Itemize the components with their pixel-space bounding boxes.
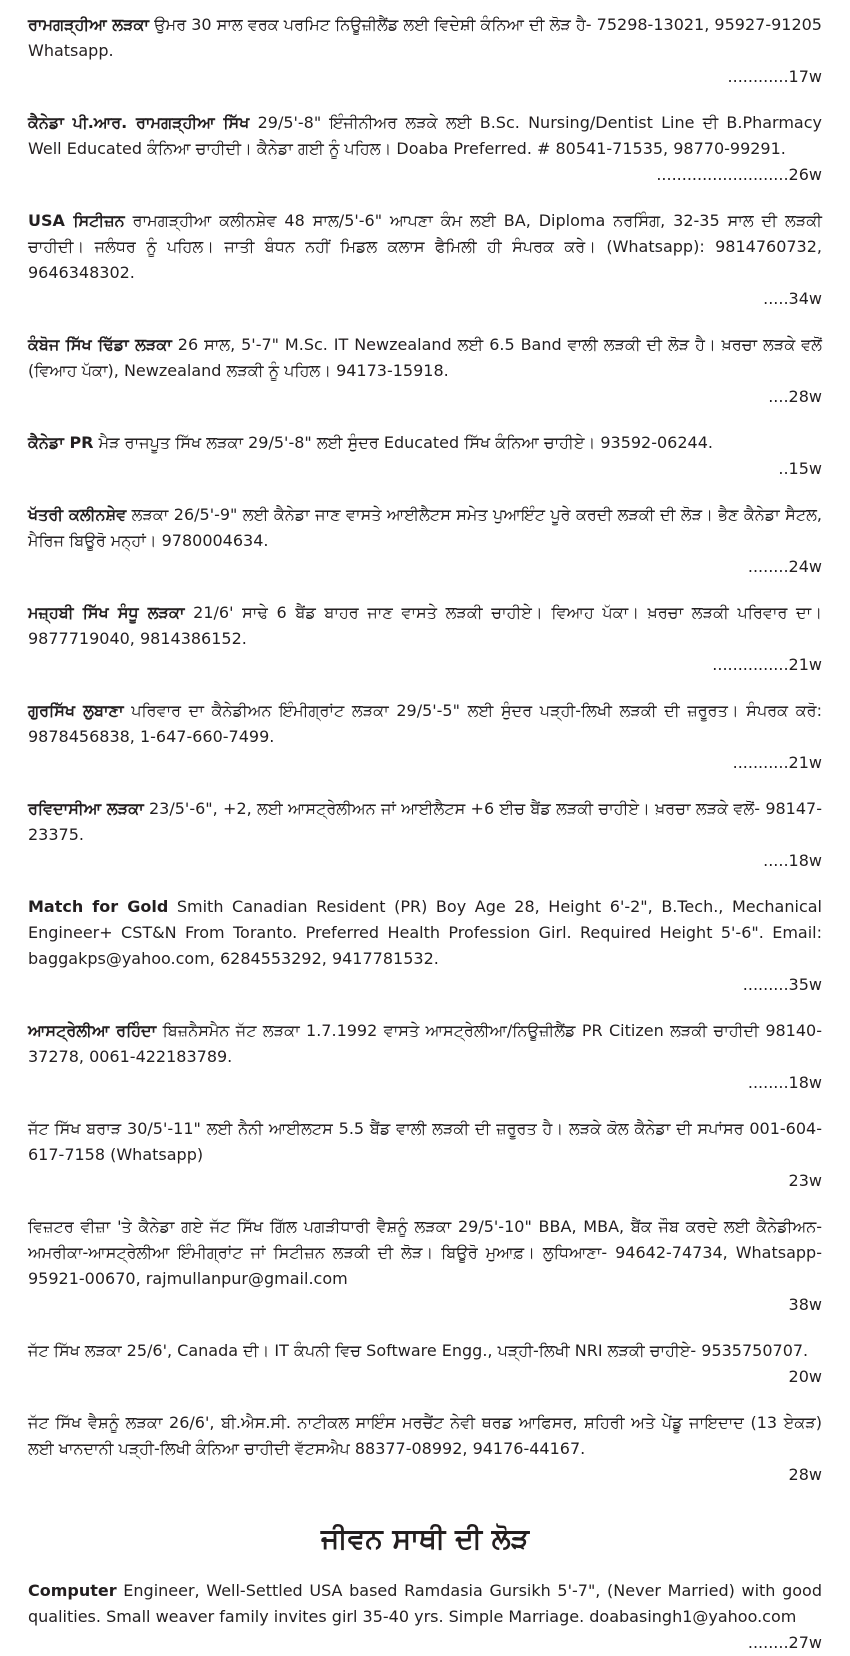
ad-lead: ਮਜ਼੍ਹਬੀ ਸਿੱਖ ਸੰਧੂ ਲੜਕਾ (28, 603, 185, 622)
ad-lead: ਕੈਨੇਡਾ ਪੀ.ਆਰ. ਰਾਮਗੜ੍ਹੀਆ ਸਿੱਖ (28, 113, 250, 132)
ad-text: 26 ਸਾਲ, 5'-7" M.Sc. IT Newzealand ਲਈ 6.5 Band ਵਾਲੀ ਲੜਕੀ ਦੀ ਲੋੜ ਹੈ। ਖ਼ਰਚਾ ਲੜਕੇ ਵਲੋਂ (ਵਿਆਹ ਪੱਕਾ), Newzealand ਲੜਕੀ ਨੂੰ ਪਹਿਲ। 94173-15918. (28, 335, 822, 380)
ad-code: ....28w (768, 387, 822, 406)
ad-code: ........27w (747, 1633, 822, 1652)
classified-ad (28, 600, 822, 678)
classified-ad (28, 1214, 822, 1318)
classified-ad (28, 1116, 822, 1194)
classified-ad (28, 1338, 822, 1390)
ad-lead: USA ਸਿਟੀਜ਼ਨ (28, 211, 125, 230)
ad-text: Smith Canadian Resident (PR) Boy Age 28, Height 6'-2", B.Tech., Mechanical Engineer+ CST&N From Toranto. Preferred Health Profession Girl. Required Height 5'-6". Email: baggakps@yahoo.com, 6284553292, 9417781532. (28, 897, 822, 968)
ad-lead: ਖੱਤਰੀ ਕਲੀਨਸ਼ੇਵ (28, 505, 127, 524)
ad-lead: ਰਾਮਗੜ੍ਹੀਆ ਲੜਕਾ (28, 15, 149, 34)
ad-text: ਬਿਜ਼ਨੈਸਮੈਨ ਜੱਟ ਲੜਕਾ 1.7.1992 ਵਾਸਤੇ ਆਸਟ੍ਰੇਲੀਆ/ਨਿਊਜ਼ੀਲੈਂਡ PR Citizen ਲੜਕੀ ਚਾਹੀਦੀ 98140-37278, 0061-422183789. (28, 1021, 822, 1066)
ad-text: 23/5'-6", +2, ਲਈ ਆਸਟ੍ਰੇਲੀਅਨ ਜਾਂ ਆਈਲੈਟਸ +6 ਈਚ ਬੈਂਡ ਲੜਕੀ ਚਾਹੀਏ। ਖ਼ਰਚਾ ਲੜਕੇ ਵਲੋਂ- 98147-23375. (28, 799, 822, 844)
classified-ad (28, 796, 822, 874)
ad-lead: Computer (28, 1581, 117, 1600)
ad-text: 21/6' ਸਾਢੇ 6 ਬੈਂਡ ਬਾਹਰ ਜਾਣ ਵਾਸਤੇ ਲੜਕੀ ਚਾਹੀਏ। ਵਿਆਹ ਪੱਕਾ। ਖ਼ਰਚਾ ਲੜਕੀ ਪਰਿਵਾਰ ਦਾ। 9877719040, 9814386152. (28, 603, 822, 648)
ads-list (28, 12, 822, 1488)
classified-ad (28, 894, 822, 998)
ad-code: ........24w (747, 557, 822, 576)
ad-code: ...............21w (712, 655, 822, 674)
ad-code: ...........21w (732, 753, 822, 772)
ad-text: ਪਰਿਵਾਰ ਦਾ ਕੈਨੇਡੀਅਨ ਇੰਮੀਗ੍ਰਾਂਟ ਲੜਕਾ 29/5'-5" ਲਈ ਸੁੰਦਰ ਪੜ੍ਹੀ-ਲਿਖੀ ਲੜਕੀ ਦੀ ਜ਼ਰੂਰਤ। ਸੰਪਰਕ ਕਰੋ: 9878456838, 1-647-660-7499. (28, 701, 822, 746)
classified-ad (28, 502, 822, 580)
ad-lead: ਗੁਰਸਿੱਖ ਲੁਬਾਣਾ (28, 701, 124, 720)
section-ads-list (28, 1578, 822, 1656)
ad-code: .....34w (763, 289, 822, 308)
ad-code: .........35w (742, 975, 822, 994)
classified-ad (28, 698, 822, 776)
ad-code: 38w (788, 1295, 822, 1314)
ad-code: ............17w (727, 67, 822, 86)
classified-ad (28, 12, 822, 90)
classified-ad (28, 430, 822, 482)
ad-text: ਲੜਕਾ 26/5'-9" ਲਈ ਕੈਨੇਡਾ ਜਾਣ ਵਾਸਤੇ ਆਈਲੈਟਸ ਸਮੇਤ ਪੁਆਇੰਟ ਪੂਰੇ ਕਰਦੀ ਲੜਕੀ ਦੀ ਲੋੜ। ਭੈਣ ਕੈਨੇਡਾ ਸੈਟਲ, ਮੈਰਿਜ ਬਿਊਰੋ ਮਨ੍ਹਾਂ। 9780004634. (28, 505, 822, 550)
classified-ad (28, 1410, 822, 1488)
ad-lead: ਕੈਨੇਡਾ PR (28, 433, 94, 452)
ad-text: ਰਾਮਗੜ੍ਹੀਆ ਕਲੀਨਸ਼ੇਵ 48 ਸਾਲ/5'-6" ਆਪਣਾ ਕੰਮ ਲਈ BA, Diploma ਨਰਸਿੰਗ, 32-35 ਸਾਲ ਦੀ ਲੜਕੀ ਚਾਹੀਦੀ। ਜਲੰਧਰ ਨੂੰ ਪਹਿਲ। ਜਾਤੀ ਬੰਧਨ ਨਹੀਂ ਮਿਡਲ ਕਲਾਸ ਫੈਮਿਲੀ ਹੀ ਸੰਪਰਕ ਕਰੇ। (Whatsapp): 9814760732, 9646348302. (28, 211, 822, 282)
ad-text: ਜੱਟ ਸਿੱਖ ਵੈਸ਼ਨੂੰ ਲੜਕਾ 26/6', ਬੀ.ਐਸ.ਸੀ. ਨਾਟੀਕਲ ਸਾਇੰਸ ਮਰਚੈਂਟ ਨੇਵੀ ਥਰਡ ਆਫਿਸਰ, ਸ਼ਹਿਰੀ ਅਤੇ ਪੇਂਡੂ ਜਾਇਦਾਦ (13 ਏਕੜ) ਲਈ ਖਾਨਦਾਨੀ ਪੜ੍ਹੀ-ਲਿਖੀ ਕੰਨਿਆ ਚਾਹੀਦੀ ਵੱਟਸਐਪ 88377-08992, 94176-44167. (28, 1413, 822, 1458)
classified-ad (28, 1578, 822, 1656)
classified-ad (28, 110, 822, 188)
classified-ad (28, 1018, 822, 1096)
ad-code: ........18w (747, 1073, 822, 1092)
ad-text: ਉਮਰ 30 ਸਾਲ ਵਰਕ ਪਰਮਿਟ ਨਿਊਜ਼ੀਲੈਂਡ ਲਈ ਵਿਦੇਸ਼ੀ ਕੰਨਿਆ ਦੀ ਲੋੜ ਹੈ- 75298-13021, 95927-91205 Whatsapp. (28, 15, 822, 60)
ad-text: ਜੱਟ ਸਿੱਖ ਬਰਾੜ 30/5'-11" ਲਈ ਨੈਨੀ ਆਈਲਟਸ 5.5 ਬੈਂਡ ਵਾਲੀ ਲੜਕੀ ਦੀ ਜ਼ਰੂਰਤ ਹੈ। ਲੜਕੇ ਕੋਲ ਕੈਨੇਡਾ ਦੀ ਸਪਾਂਸਰ 001-604-617-7158 (Whatsapp) (28, 1119, 822, 1164)
ad-lead: ਰਵਿਦਾਸੀਆ ਲੜਕਾ (28, 799, 144, 818)
ad-lead: ਕੰਬੋਜ ਸਿੱਖ ਢਿੱਡਾ ਲੜਕਾ (28, 335, 172, 354)
section-heading: ਜੀਵਨ ਸਾਥੀ ਦੀ ਲੋੜ (321, 1522, 529, 1555)
ad-code: ..........................26w (656, 165, 822, 184)
ad-text: ਜੱਟ ਸਿੱਖ ਲੜਕਾ 25/6', Canada ਦੀ। IT ਕੰਪਨੀ ਵਿਚ Software Engg., ਪੜ੍ਹੀ-ਲਿਖੀ NRI ਲੜਕੀ ਚਾਹੀਏ- 9535750707. (28, 1341, 809, 1360)
ad-lead: Match for Gold (28, 897, 169, 916)
ad-code: 23w (788, 1171, 822, 1190)
ad-lead: ਆਸਟ੍ਰੇਲੀਆ ਰਹਿੰਦਾ (28, 1021, 157, 1040)
ad-text: ਵਿਜ਼ਟਰ ਵੀਜ਼ਾ 'ਤੇ ਕੈਨੇਡਾ ਗਏ ਜੱਟ ਸਿੱਖ ਗਿੱਲ ਪਗੜੀਧਾਰੀ ਵੈਸ਼ਨੂੰ ਲੜਕਾ 29/5'-10" BBA, MBA, ਬੈਂਕ ਜੌਬ ਕਰਦੇ ਲਈ ਕੈਨੇਡੀਅਨ-ਅਮਰੀਕਾ-ਆਸਟ੍ਰੇਲੀਆ ਇੰਮੀਗ੍ਰਾਂਟ ਜਾਂ ਸਿਟੀਜ਼ਨ ਲੜਕੀ ਦੀ ਲੋੜ। ਬਿਊਰੋ ਮੁਆਫ਼। ਲੁਧਿਆਣਾ- 94642-74734, Whatsapp- 95921-00670, rajmullanpur@gmail.com (28, 1217, 822, 1288)
ad-text: ਮੈੜ ਰਾਜਪੂਤ ਸਿੱਖ ਲੜਕਾ 29/5'-8" ਲਈ ਸੁੰਦਰ Educated ਸਿੱਖ ਕੰਨਿਆ ਚਾਹੀਏ। 93592-06244. (93, 433, 713, 452)
ad-text: Engineer, Well-Settled USA based Ramdasia Gursikh 5'-7", (Never Married) with good qualities. Small weaver family invites girl 35-40 yrs. Simple Marriage. doabasingh1@yahoo.com (28, 1581, 822, 1626)
ad-text: 29/5'-8" ਇੰਜੀਨੀਅਰ ਲੜਕੇ ਲਈ B.Sc. Nursing/Dentist Line ਦੀ B.Pharmacy Well Educated ਕੰਨਿਆ ਚਾਹੀਦੀ। ਕੈਨੇਡਾ ਗਈ ਨੂੰ ਪਹਿਲ। Doaba Preferred. # 80541-71535, 98770-99291. (28, 113, 822, 158)
classified-ad (28, 332, 822, 410)
ad-code: 28w (788, 1465, 822, 1484)
classified-ad (28, 208, 822, 312)
ad-code: ..15w (778, 459, 822, 478)
ad-code: 20w (788, 1367, 822, 1386)
ad-code: .....18w (763, 851, 822, 870)
